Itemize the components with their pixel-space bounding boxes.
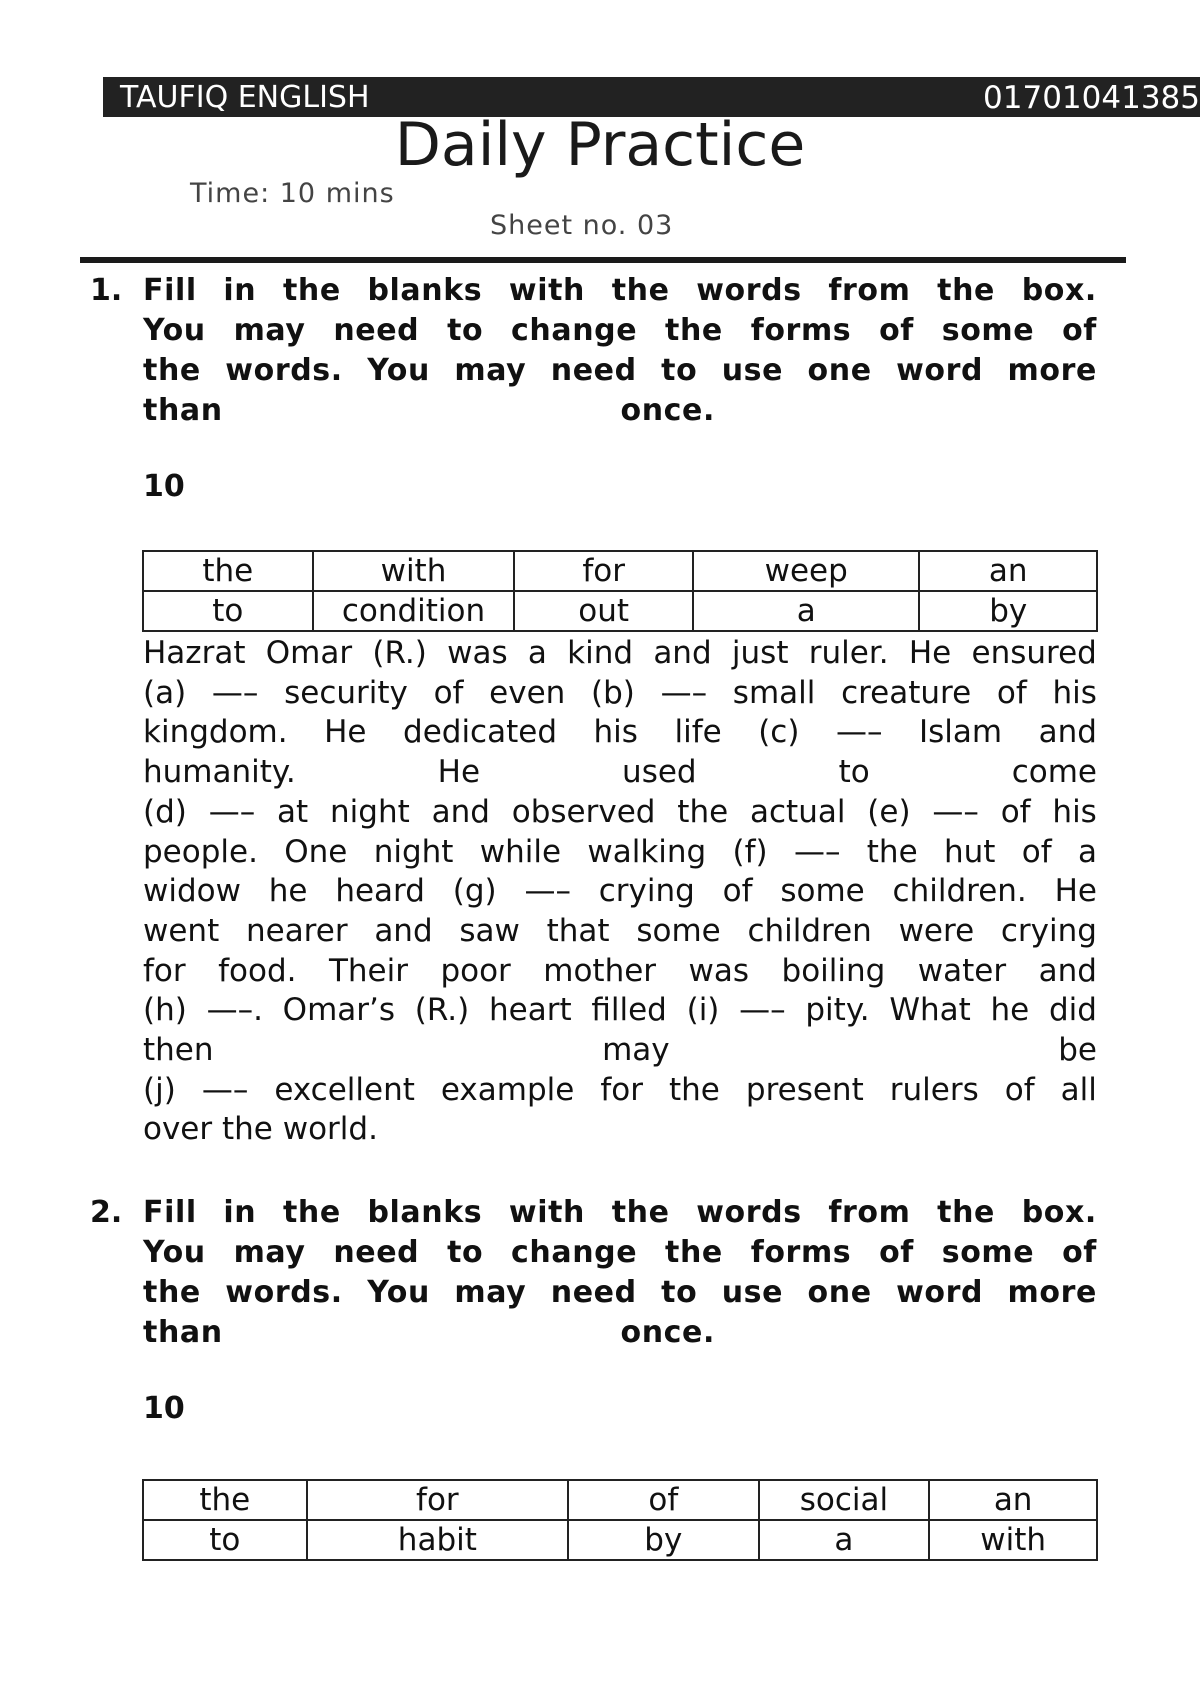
instruction-word: forms (750, 313, 852, 348)
passage-line (143, 872, 1097, 912)
passage-word: (R.) (372, 635, 427, 671)
passage-word: He (324, 714, 367, 751)
word-box-cell: by (919, 591, 1097, 631)
word-box-cell: weep (693, 551, 920, 591)
passage-word: (R.) (414, 992, 470, 1029)
passage-word: Hazrat (143, 635, 246, 671)
passage-word: —– (211, 674, 259, 711)
word-box-cell: with (313, 551, 515, 591)
passage-word: of (722, 873, 753, 910)
instruction-line (143, 391, 715, 431)
instruction-word: words (696, 273, 802, 308)
passage-word: a (1077, 833, 1097, 870)
passage-line: over the world. (143, 1111, 378, 1148)
passage-word: (h) (143, 992, 187, 1029)
word-box-cell: an (919, 551, 1097, 591)
word-box-cell: the (143, 551, 313, 591)
passage-word: and (1038, 952, 1097, 989)
passage-word: for (600, 1071, 643, 1108)
instruction-word: box. (1021, 1195, 1097, 1230)
instruction-word: from (828, 1195, 911, 1230)
passage-word: walking (587, 833, 707, 870)
instruction-word: with (508, 273, 586, 308)
passage-word: of (1021, 833, 1052, 870)
passage-word: creature (841, 674, 972, 711)
passage-word: excellent (274, 1071, 415, 1108)
question-1-instruction (143, 271, 1097, 431)
word-box-cell: to (143, 1520, 307, 1560)
passage-word: filled (591, 992, 667, 1029)
passage-word: —– (932, 793, 979, 830)
instruction-word: the (665, 1235, 723, 1270)
passage-word: (d) (143, 793, 187, 830)
passage-word: He (908, 635, 952, 671)
instruction-word: in (223, 1195, 257, 1230)
passage-word: crying (598, 873, 695, 910)
passage-word: —– (208, 793, 256, 830)
instruction-word: in (223, 273, 257, 308)
instruction-word: use (721, 1275, 784, 1310)
instruction-word: box. (1021, 273, 1097, 308)
passage-word: just (731, 635, 789, 671)
passage-word: He (437, 754, 481, 791)
passage-word: the (677, 793, 729, 830)
instruction-word: Fill (143, 1195, 197, 1230)
passage-word: crying (1000, 912, 1097, 949)
passage-word: actual (750, 793, 846, 830)
word-box-cell: a (759, 1520, 930, 1560)
instruction-word: of (879, 1235, 914, 1270)
passage-word: (i) (686, 992, 720, 1029)
instruction-word: the (937, 1195, 996, 1230)
instruction-word: some (941, 1235, 1035, 1270)
passage-word: of (433, 674, 464, 711)
instruction-word: forms (750, 1235, 852, 1270)
word-box-row (143, 591, 1097, 631)
passage-word: (a) (143, 674, 187, 711)
passage-word: his (593, 714, 638, 751)
instruction-line (143, 351, 1097, 391)
question-1-marks: 10 (143, 469, 185, 504)
passage-word: poor (440, 952, 511, 989)
passage-word: a (527, 635, 547, 671)
question-2-marks: 10 (143, 1391, 185, 1426)
word-box-cell: a (693, 591, 920, 631)
instruction-word: change (511, 313, 638, 348)
passage-word: mother (543, 952, 657, 989)
instruction-word: the (143, 1275, 201, 1310)
word-box-row (143, 1480, 1097, 1520)
passage-line (143, 793, 1097, 833)
passage-word: dedicated (403, 714, 558, 751)
instruction-word: use (721, 353, 784, 388)
instruction-word: to (661, 1275, 698, 1310)
word-box-cell: of (568, 1480, 759, 1520)
passage-line (143, 952, 1097, 992)
passage-word: he (990, 992, 1030, 1029)
passage-word: —– (793, 833, 841, 870)
passage-word: of (1004, 1071, 1035, 1108)
passage-word: saw (459, 912, 520, 949)
instruction-line (143, 1313, 715, 1353)
instruction-word: one (807, 1275, 872, 1310)
passage-word: example (440, 1071, 575, 1108)
instruction-word: once. (620, 1315, 715, 1350)
instruction-word: the (282, 1195, 341, 1230)
instruction-word: the (611, 273, 670, 308)
passage-word: and (653, 635, 712, 671)
instruction-word: the (611, 1195, 670, 1230)
passage-word: hut (943, 833, 996, 870)
word-box-cell: for (514, 551, 693, 591)
passage-word: were (898, 912, 975, 949)
header-phone: 01701041385 (983, 80, 1200, 116)
instruction-word: the (143, 353, 201, 388)
instruction-line (143, 1193, 1097, 1233)
instruction-word: the (665, 313, 723, 348)
instruction-word: the (937, 273, 996, 308)
instruction-word: more (1007, 1275, 1097, 1310)
instruction-word: change (511, 1235, 638, 1270)
instruction-word: may (233, 1235, 306, 1270)
passage-word: at (277, 793, 309, 830)
passage-word: kingdom. (143, 714, 288, 751)
page-title: Daily Practice (394, 110, 806, 180)
word-box-cell: the (143, 1480, 307, 1520)
passage-word: Their (328, 952, 408, 989)
instruction-word: You (143, 1235, 206, 1270)
passage-word: —– (201, 1071, 249, 1108)
passage-word: children (747, 912, 872, 949)
word-box-cell: habit (307, 1520, 568, 1560)
passage-word: and (374, 912, 433, 949)
question-2-instruction (143, 1193, 1097, 1353)
passage-word: water (917, 952, 1007, 989)
passage-line (143, 1071, 1097, 1111)
passage-word: Omar’s (282, 992, 396, 1029)
instruction-word: may (454, 1275, 527, 1310)
instruction-line (143, 311, 1097, 351)
passage-line (143, 833, 1097, 873)
passage-word: —– (660, 674, 708, 711)
passage-word: the (669, 1071, 720, 1108)
passage-word: ensured (971, 635, 1097, 671)
passage-line (143, 1031, 1097, 1071)
instruction-line (143, 271, 1097, 311)
question-1-number: 1. (90, 273, 123, 308)
passage-word: children. (892, 873, 1027, 910)
passage-word: while (479, 833, 562, 870)
divider (80, 257, 1126, 263)
passage-word: come (1011, 754, 1097, 791)
passage-word: widow (143, 873, 241, 910)
passage-word: —–. (206, 992, 263, 1029)
instruction-word: with (508, 1195, 586, 1230)
instruction-word: from (828, 273, 911, 308)
instruction-word: the (282, 273, 341, 308)
question-2-word-box (142, 1479, 1098, 1561)
word-box-cell: to (143, 591, 313, 631)
instruction-word: blanks (367, 1195, 483, 1230)
instruction-word: You (367, 353, 430, 388)
passage-word: some (636, 912, 721, 949)
passage-word: rulers (889, 1071, 979, 1108)
passage-word: his (1052, 793, 1097, 830)
instruction-word: to (447, 313, 484, 348)
passage-word: present (745, 1071, 864, 1108)
instruction-word: may (233, 313, 306, 348)
passage-word: humanity. (143, 754, 296, 791)
instruction-word: of (879, 313, 914, 348)
passage-word: and (431, 793, 490, 830)
passage-word: he (268, 873, 308, 910)
instruction-word: some (941, 313, 1035, 348)
instruction-word: Fill (143, 273, 197, 308)
passage-word: (e) (867, 793, 911, 830)
instruction-word: need (550, 1275, 637, 1310)
passage-word: of (996, 674, 1027, 711)
passage-word: —– (835, 714, 883, 751)
passage-word: the (866, 833, 918, 870)
instruction-word: need (333, 313, 420, 348)
instruction-line (143, 1273, 1097, 1313)
passage-word: of (1000, 793, 1031, 830)
passage-word: life (674, 714, 722, 751)
instruction-word: blanks (367, 273, 483, 308)
instruction-word: need (550, 353, 637, 388)
passage-word: Islam (918, 714, 1003, 751)
passage-word: food. (218, 952, 297, 989)
passage-word: for (143, 952, 186, 989)
instruction-line (143, 1233, 1097, 1273)
passage-word: then (143, 1032, 214, 1069)
passage-word: night (330, 793, 410, 830)
instruction-word: of (1062, 313, 1097, 348)
passage-word: heard (335, 873, 425, 910)
passage-word: observed (511, 793, 656, 830)
passage-word: One (284, 833, 348, 870)
passage-word: (c) (758, 714, 800, 751)
passage-word: heart (488, 992, 572, 1029)
passage-word: was (688, 952, 750, 989)
passage-word: was (447, 635, 508, 671)
passage-word: —– (524, 873, 571, 910)
question-1-word-box (142, 550, 1098, 632)
passage-word: ruler. (808, 635, 889, 671)
instruction-word: You (143, 313, 206, 348)
passage-line (143, 674, 1097, 714)
instruction-word: may (454, 353, 527, 388)
word-box-cell: social (759, 1480, 930, 1520)
passage-word: did (1049, 992, 1097, 1029)
passage-line (143, 753, 1097, 793)
instruction-word: words. (225, 353, 343, 388)
instruction-word: to (661, 353, 698, 388)
sheet-label: Sheet no. 03 (490, 210, 674, 241)
passage-word: even (489, 674, 566, 711)
passage-word: boiling (781, 952, 886, 989)
word-box-row (143, 551, 1097, 591)
instruction-word: once. (620, 393, 715, 428)
passage-word: people. (143, 833, 258, 870)
passage-line (143, 634, 1097, 674)
passage-word: kind (567, 635, 634, 671)
passage-word: night (373, 833, 454, 870)
header-brand: TAUFIQ ENGLISH (120, 80, 370, 115)
instruction-word: than (143, 393, 223, 428)
passage-line (143, 912, 1097, 952)
passage-word: What (889, 992, 971, 1029)
question-1-passage (143, 634, 1097, 1150)
word-box-row (143, 1520, 1097, 1560)
word-box-cell: an (929, 1480, 1097, 1520)
passage-word: (f) (732, 833, 768, 870)
word-box-cell: for (307, 1480, 568, 1520)
question-2-number: 2. (90, 1195, 123, 1230)
instruction-word: word (896, 1275, 984, 1310)
passage-word: Omar (265, 635, 353, 671)
passage-word: He (1054, 873, 1097, 910)
passage-word: went (143, 912, 220, 949)
passage-word: nearer (245, 912, 348, 949)
time-label: Time: 10 mins (190, 178, 395, 209)
passage-word: pity. (805, 992, 870, 1029)
instruction-word: to (447, 1235, 484, 1270)
instruction-word: need (333, 1235, 420, 1270)
passage-line (143, 991, 1097, 1031)
passage-word: (b) (591, 674, 635, 711)
passage-word: security (284, 674, 408, 711)
word-box-cell: out (514, 591, 693, 631)
instruction-word: more (1007, 353, 1097, 388)
word-box-cell: by (568, 1520, 759, 1560)
instruction-word: words. (225, 1275, 343, 1310)
passage-word: and (1038, 714, 1097, 751)
instruction-word: word (896, 353, 984, 388)
instruction-word: You (367, 1275, 430, 1310)
passage-word: some (780, 873, 865, 910)
passage-word: —– (739, 992, 786, 1029)
instruction-word: than (143, 1315, 223, 1350)
passage-word: to (838, 754, 870, 791)
passage-word: (j) (143, 1071, 176, 1108)
passage-word: that (546, 912, 610, 949)
word-box-cell: condition (313, 591, 515, 631)
instruction-word: of (1062, 1235, 1097, 1270)
instruction-word: words (696, 1195, 802, 1230)
passage-word: small (732, 674, 816, 711)
passage-word: may (602, 1032, 670, 1069)
passage-word: used (622, 754, 697, 791)
passage-word: be (1058, 1032, 1097, 1069)
passage-word: all (1060, 1071, 1097, 1108)
passage-word: (g) (452, 873, 497, 910)
word-box-cell: with (929, 1520, 1097, 1560)
instruction-word: one (807, 353, 872, 388)
passage-line (143, 713, 1097, 753)
passage-word: his (1052, 674, 1097, 711)
